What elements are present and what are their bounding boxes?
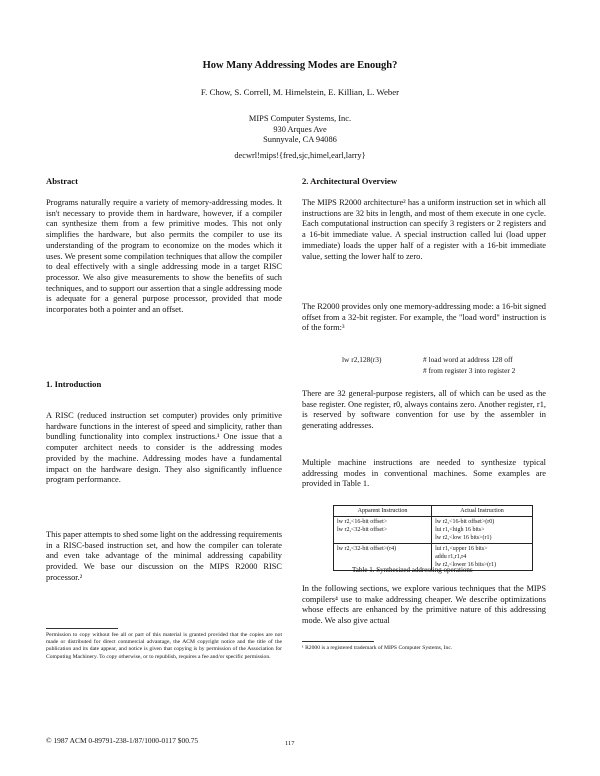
table-cell: [432, 517, 533, 544]
actual-instruction: lw r2,<lower 16 bits>(r1): [435, 562, 497, 568]
abstract-heading: Abstract: [46, 176, 78, 186]
table-header-row: [334, 506, 533, 517]
page-number: 117: [285, 740, 295, 747]
affiliation-block: [0, 114, 600, 161]
paper-title: How Many Addressing Modes are Enough?: [202, 60, 398, 71]
column-header: Actual Instruction: [432, 506, 533, 517]
footnote-rule: [46, 628, 118, 629]
author-list: F. Chow, S. Correll, M. Himelstein, E. Killian, L. Weber: [200, 87, 400, 97]
actual-instruction: addu r1,r1,r4: [435, 554, 467, 560]
permission-footnote: Permission to copy without fee all or part of this material is granted provided that the copies are not made or distributed for direct commercial advantage, the ACM copyright notice and the title of the publication and its date appear, and notice is given that copying is by permission of the Association for Computing Machinery. To copy otherwise, or to republish, requires a fee and/or specific permission.: [46, 632, 282, 660]
code-instruction: lw r2,128(r3): [342, 355, 382, 364]
introduction-paragraph-2: This paper attempts to shed some light on the addressing requirements in a RISC-based instruction set, and how the compiler can tolerate and even take advantage of the minimal addressing capability provided. We base our discussion on the MIPS R2000 RISC processor.²: [46, 530, 282, 582]
introduction-paragraph-1: A RISC (reduced instruction set computer) provides only primitive hardware functions in the interest of speed and simplicity, rather than bundling functionality into complex instructions.¹ One issue that a computer architect needs to consider is the addressing modes provided by the machine. Addressing modes have a fundamental impact on the hardware design. They also significantly influence program performance.: [46, 411, 282, 485]
architecture-heading: 2. Architectural Overview: [302, 176, 398, 186]
actual-instruction: lw r2,<low 16 bits>(r1): [435, 535, 492, 541]
affiliation-line: MIPS Computer Systems, Inc.: [248, 114, 352, 123]
architecture-paragraph-4: Multiple machine instructions are needed to synthesize typical addressing modes in conventional machines. Some examples are provided in Table 1.: [302, 458, 546, 489]
trademark-footnote: ¹ R2000 is a registered trademark of MIPS Computer Systems, Inc.: [302, 645, 453, 651]
actual-instruction: lui r1,<high 16 bits>: [435, 527, 485, 533]
affiliation-line: Sunnyvale, CA 94086: [263, 135, 337, 144]
abstract-text: Programs naturally require a variety of memory-addressing modes. It isn't necessary to provide them in hardware, however, if a compiler can synthesize them from a few primitive modes. This not only simplifies the hardware, but also permits the compiler to use its understanding of the program to economize on the modes which it uses. We present some compilation techniques that allow the compiler to deal effectively with a single addressing mode in a target RISC processor. We also give measurements to show the benefits of such techniques, and to support our assertion that a single addressing mode is adequate for a general purpose processor, provided that mode incorporates both a pointer and an offset.: [46, 198, 282, 315]
copyright-line: © 1987 ACM 0-89791-238-1/87/1000-0117 $00.75: [46, 736, 199, 745]
introduction-heading: 1. Introduction: [46, 379, 102, 389]
affiliation-line: 930 Arques Ave: [273, 124, 327, 134]
table-cell: [334, 517, 432, 544]
apparent-instruction: lw r2,<16-bit offset>: [337, 519, 388, 525]
apparent-instruction: lw r2,<32-bit offset>: [337, 527, 388, 533]
actual-instruction: lw r2,<16-bit offset>(r0): [435, 519, 495, 525]
code-comment: # load word at address 128 off: [423, 355, 513, 364]
apparent-instruction: lw r2,<32-bit offset>(r4): [337, 546, 397, 552]
architecture-paragraph-5: In the following sections, we explore various techniques that the MIPS compilers⁴ use to make addressing cheaper. We describe optimizations whose effects are enhanced by the primitive nature of this addressing mode. We also give actual: [302, 584, 546, 626]
table-1: [333, 505, 533, 571]
architecture-paragraph-2: The R2000 provides only one memory-addressing mode: a 16-bit signed offset from a 32-bit register. For example, the "load word" instruction is of the form:³: [302, 302, 546, 333]
column-header: Apparent Instruction: [334, 506, 432, 517]
footnote-rule: [302, 641, 374, 642]
actual-instruction: lui r1,<upper 16 bits>: [435, 546, 488, 552]
affiliation-line: decwrl!mips!{fred,sjc,himel,earl,larry}: [234, 150, 366, 160]
table-caption: Table 1. Synthesized addressing operations: [352, 566, 473, 574]
table-row: [334, 517, 533, 544]
architecture-paragraph-1: The MIPS R2000 architecture² has a uniform instruction set in which all instructions are 32 bits in length, and most of them execute in one cycle. Each computational instruction can specify 3 registers or 2 registers and a 16-bit immediate value. A special instruction called lui (load upper immediate) loads the upper half of a register with a 16-bit immediate value, setting the lower half to zero.: [302, 198, 546, 261]
architecture-paragraph-3: There are 32 general-purpose registers, all of which can be used as the base register. One register, r0, always contains zero. Another register, r1, is reserved by software convention for use by the assembler in generating addresses.: [302, 389, 546, 431]
code-comment: # from register 3 into register 2: [423, 366, 516, 375]
